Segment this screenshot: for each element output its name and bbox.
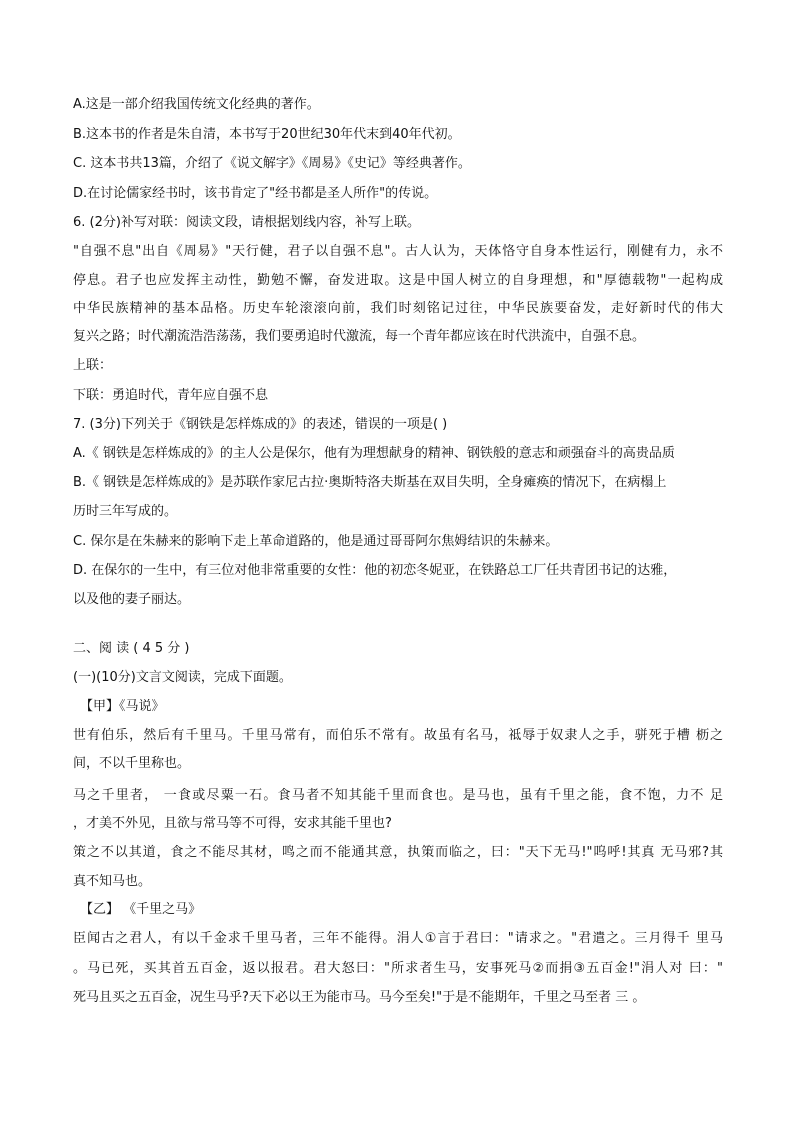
passage-jia-line: 马之千里者， 一食或尽粟一石。食马者不知其能千里而食也。是马也，虽有千里之能，食不饱，力不 足 [73,788,723,803]
q7-option-b: B.《 钢铁是怎样炼成的》是苏联作家尼古拉·奥斯特洛夫斯基在双目失明，全身瘫痪的情况下，在病榻上 [73,475,667,490]
q7-option-c: C. 保尔是在朱赫来的影响下走上革命道路的，他是通过哥哥阿尔焦姆结识的朱赫来。 [73,534,559,549]
section-subheading: (一)(10分)文言文阅读，完成下面题。 [73,670,292,685]
q6-passage-line: 复兴之路；时代潮流浩浩荡荡，我们要勇追时代激流，每一个青年都应该在时代洪流中，自强不息。 [73,329,646,344]
passage-jia-line: 策之不以其道，食之不能尽其材，鸣之而不能通其意，执策而临之，曰："天下无马!"呜呼!其真 无马邪?其 [73,845,723,860]
passage-yi-line: 臣闻古之君人，有以千金求千里马者，三年不能得。涓人①言于君曰："请求之。"君遣之。三月得千 里马 [73,931,723,946]
q5-option-a: A.这是一部介绍我国传统文化经典的著作。 [73,97,320,112]
section-heading: 二、阅 读 ( 4 5 分 ) [73,641,190,656]
q7-option-d: D. 在保尔的一生中，有三位对他非常重要的女性：他的初恋冬妮亚，在铁路总工厂任共青团书记的达雅， [73,563,677,578]
passage-yi-line: 死马且买之五百金，况生马乎?天下必以王为能市马。马今至矣!"于是不能期年，千里之马至者 三 。 [73,990,646,1005]
q6-passage-line: "自强不息"出自《周易》"天行健，君子以自强不息"。古人认为，天体恪守自身本性运行，刚健有力，永不 [73,244,723,259]
passage-jia-line: 间，不以千里称也。 [73,756,191,771]
passage-jia-title: 【甲】《马说》 [80,699,165,714]
q6-upper-couplet: 上联： [73,358,113,373]
passage-jia-line: 真不知马也。 [73,874,152,889]
passage-yi-line: 。马已死，买其首五百金，返以报君。君大怒曰："所求者生马，安事死马②而捐③五百金!"涓人对 曰：" [73,961,723,976]
q7-option-d-cont: 以及他的妻子丽达。 [73,592,191,607]
q5-option-c: C. 这本书共13篇，介绍了《说文解字》《周易》《史记》等经典著作。 [73,156,471,171]
q6-title: 6. (2分)补写对联：阅读文段，请根据划线内容，补写上联。 [73,215,420,230]
passage-yi-title: 【乙】 《千里之马》 [80,902,202,917]
q5-option-b: B.这本书的作者是朱自清，本书写于20世纪30年代末到40年代初。 [73,127,461,142]
q7-option-b-cont: 历时三年写成的。 [73,504,178,519]
q5-option-d: D.在讨论儒家经书时，该书肯定了"经书都是圣人所作"的传说。 [73,186,438,201]
q6-passage-line: 中华民族精神的基本品格。历史车轮滚滚向前，我们时刻铭记过往，中华民族要奋发，走好新时代的伟大 [73,301,723,316]
passage-jia-line: 世有伯乐，然后有千里马。千里马常有，而伯乐不常有。故虽有名马，祗辱于奴隶人之手，骈死于槽 枥之 [73,728,723,743]
q6-passage-line: 停息。君子也应发挥主动性，勤勉不懈，奋发进取。这是中国人树立的自身理想，和"厚德载物"一起构成 [73,273,723,288]
q7-option-a: A.《 钢铁是怎样炼成的》的主人公是保尔，他有为理想献身的精神、钢铁般的意志和顽强奋斗的高贵品质 [73,446,675,461]
q7-title: 7. (3分)下列关于《钢铁是怎样炼成的》的表述，错误的一项是( ) [73,417,448,432]
q6-lower-couplet: 下联：勇追时代，青年应自强不息 [73,388,269,403]
passage-jia-line: ，才美不外见，且欲与常马等不可得，安求其能千里也? [73,816,392,831]
